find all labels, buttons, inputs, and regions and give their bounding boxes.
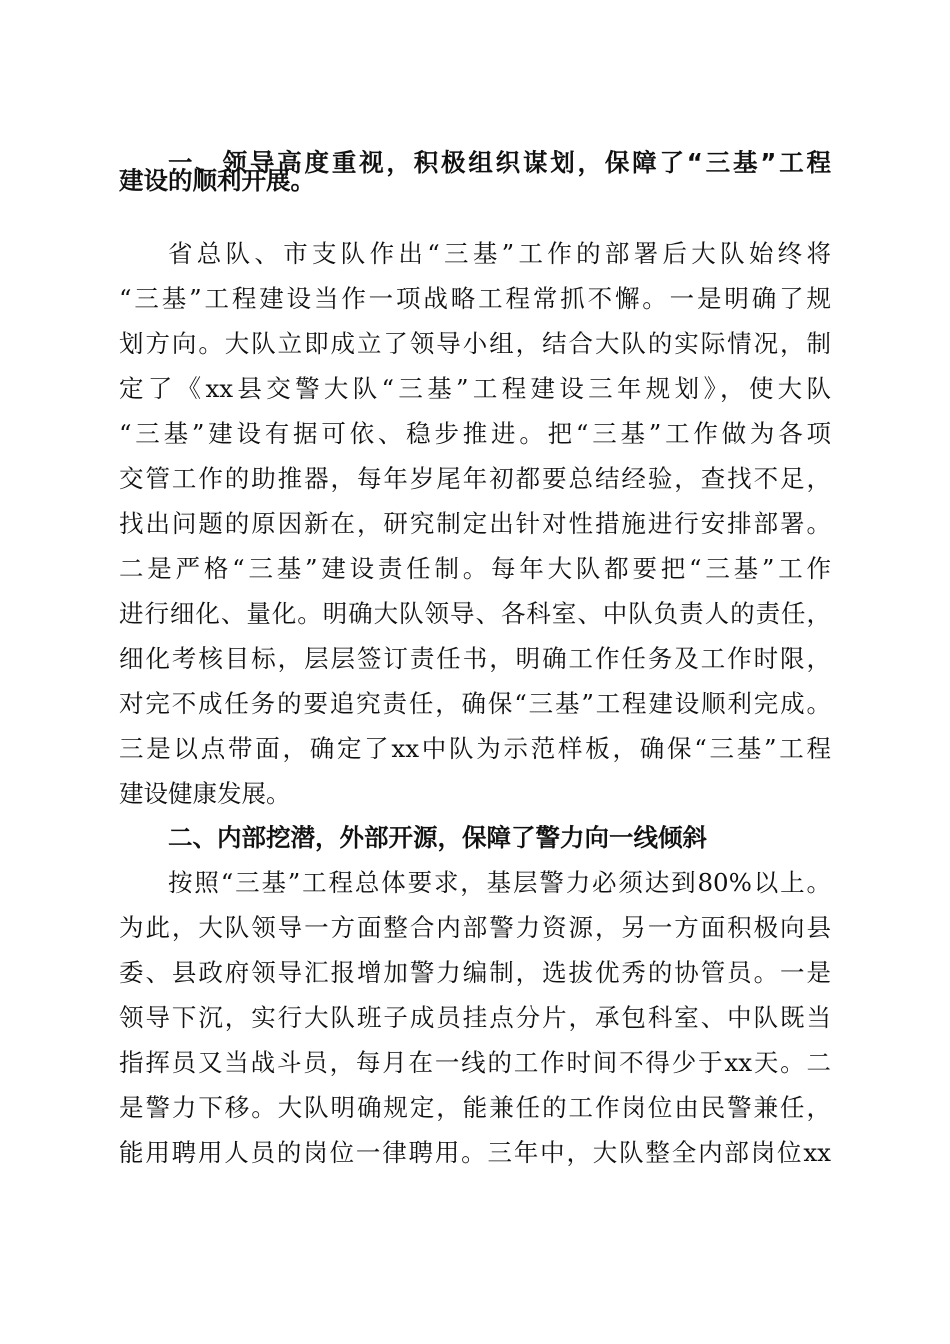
section-2-paragraph-line-1: 按照“三基”工程总体要求，基层警力必须达到80%以上。 [168, 868, 831, 897]
section-1-paragraph-line-8: 二是严格“三基”建设责任制。每年大队都要把“三基”工作 [119, 554, 831, 583]
section-1-heading-line-1: 一、领导高度重视，积极组织谋划，保障了“三基”工程 [168, 148, 831, 177]
section-1-paragraph-line-2: “三基”工程建设当作一项战略工程常抓不懈。一是明确了规 [119, 284, 831, 313]
section-2-heading: 二、内部挖潜，外部开源，保障了警力向一线倾斜 [168, 823, 707, 852]
section-2-paragraph-line-6: 是警力下移。大队明确规定，能兼任的工作岗位由民警兼任， [119, 1093, 831, 1122]
section-1-paragraph-line-13: 建设健康发展。 [119, 779, 291, 808]
section-1-paragraph-line-7: 找出问题的原因新在，研究制定出针对性措施进行安排部署。 [119, 509, 831, 538]
section-1-paragraph-line-11: 对完不成任务的要追究责任，确保“三基”工程建设顺利完成。 [119, 689, 831, 718]
section-1-paragraph-line-1: 省总队、市支队作出“三基”工作的部署后大队始终将 [168, 239, 831, 268]
section-1-paragraph-line-9: 进行细化、量化。明确大队领导、各科室、中队负责人的责任， [119, 599, 831, 628]
section-1-paragraph-line-12: 三是以点带面，确定了xx中队为示范样板，确保“三基”工程 [119, 734, 831, 763]
section-1-paragraph-line-3: 划方向。大队立即成立了领导小组，结合大队的实际情况，制 [119, 329, 831, 358]
section-1-paragraph-line-6: 交管工作的助推器，每年岁尾年初都要总结经验，查找不足， [119, 464, 831, 493]
section-1-paragraph-line-4: 定了《xx县交警大队“三基”工程建设三年规划》，使大队 [119, 374, 831, 403]
section-2-paragraph-line-3: 委、县政府领导汇报增加警力编制，选拔优秀的协管员。一是 [119, 958, 831, 987]
section-2-paragraph-line-5: 指挥员又当战斗员，每月在一线的工作时间不得少于xx天。二 [119, 1048, 831, 1077]
section-1-paragraph-line-5: “三基”建设有据可依、稳步推进。把“三基”工作做为各项 [119, 419, 831, 448]
section-2-paragraph-line-2: 为此，大队领导一方面整合内部警力资源，另一方面积极向县 [119, 913, 831, 942]
section-2-paragraph-line-4: 领导下沉，实行大队班子成员挂点分片，承包科室、中队既当 [119, 1003, 831, 1032]
section-2-paragraph-line-7: 能用聘用人员的岗位一律聘用。三年中，大队整全内部岗位xx [119, 1138, 831, 1167]
section-1-heading-line-2: 建设的顺利开展。 [119, 166, 315, 195]
section-1-paragraph-line-10: 细化考核目标，层层签订责任书，明确工作任务及工作时限， [119, 644, 831, 673]
